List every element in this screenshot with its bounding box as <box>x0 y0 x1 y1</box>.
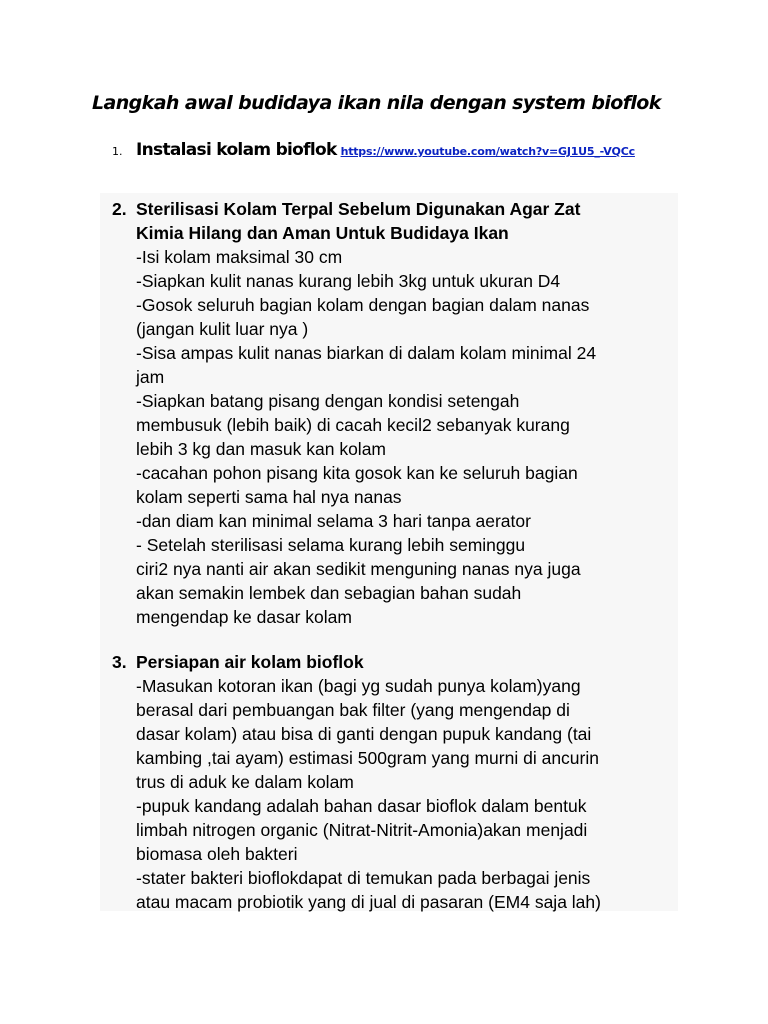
heading-line: Kimia Hilang dan Aman Untuk Budidaya Ikan <box>136 223 509 243</box>
body-line: kambing ,tai ayam) estimasi 500gram yang murni di ancurin <box>136 748 599 768</box>
body-line: mengendap ke dasar kolam <box>136 607 352 627</box>
list-item-label: Instalasi kolam bioflok <box>136 140 337 160</box>
section-heading <box>112 197 682 245</box>
body-line: lebih 3 kg dan masuk kan kolam <box>136 439 386 459</box>
body-line: atau macam probiotik yang di jual di pasaran (EM4 saja lah) <box>136 892 601 912</box>
section-number: 3. <box>112 652 127 672</box>
list-item-1 <box>112 140 635 160</box>
section-sterilisasi <box>112 197 682 629</box>
body-line: -Gosok seluruh bagian kolam dengan bagian dalam nanas <box>136 295 590 315</box>
heading-line: Sterilisasi Kolam Terpal Sebelum Digunakan Agar Zat <box>136 199 581 219</box>
body-line: -Siapkan batang pisang dengan kondisi setengah <box>136 391 520 411</box>
body-line: -cacahan pohon pisang kita gosok kan ke seluruh bagian <box>136 463 578 483</box>
body-line: membusuk (lebih baik) di cacah kecil2 sebanyak kurang <box>136 415 570 435</box>
body-line: akan semakin lembek dan sebagian bahan sudah <box>136 583 522 603</box>
heading-line: Persiapan air kolam bioflok <box>136 652 364 672</box>
section-heading <box>112 650 682 674</box>
body-line: -Isi kolam maksimal 30 cm <box>136 247 343 267</box>
body-line: -Siapkan kulit nanas kurang lebih 3kg untuk ukuran D4 <box>136 271 561 291</box>
document-title: Langkah awal budidaya ikan nila dengan system bioflok <box>92 92 661 114</box>
body-line: ciri2 nya nanti air akan sedikit menguning nanas nya juga <box>136 559 581 579</box>
body-line: -dan diam kan minimal selama 3 hari tanpa aerator <box>136 511 531 531</box>
body-line: biomasa oleh bakteri <box>136 844 298 864</box>
body-line: -pupuk kandang adalah bahan dasar bioflok dalam bentuk <box>136 796 587 816</box>
body-line: limbah nitrogen organic (Nitrat-Nitrit-Amonia)akan menjadi <box>136 820 588 840</box>
body-line: (jangan kulit luar nya ) <box>136 319 309 339</box>
body-line: kolam seperti sama hal nya nanas <box>136 487 402 507</box>
body-line: -Masukan kotoran ikan (bagi yg sudah punya kolam)yang <box>136 676 581 696</box>
body-line: -Sisa ampas kulit nanas biarkan di dalam kolam minimal 24 <box>136 343 597 363</box>
youtube-link[interactable]: https://www.youtube.com/watch?v=GJ1U5_-VQCc <box>340 145 635 158</box>
body-line: berasal dari pembuangan bak filter (yang mengendap di <box>136 700 570 720</box>
section-number: 2. <box>112 199 127 219</box>
body-line: - Setelah sterilisasi selama kurang lebih seminggu <box>136 535 526 555</box>
body-line: trus di aduk ke dalam kolam <box>136 772 354 792</box>
section-persiapan-air <box>112 650 682 914</box>
list-number: 1. <box>112 145 123 158</box>
body-line: jam <box>136 367 165 387</box>
body-line: -stater bakteri bioflokdapat di temukan pada berbagai jenis <box>136 868 591 888</box>
body-line: dasar kolam) atau bisa di ganti dengan pupuk kandang (tai <box>136 724 592 744</box>
